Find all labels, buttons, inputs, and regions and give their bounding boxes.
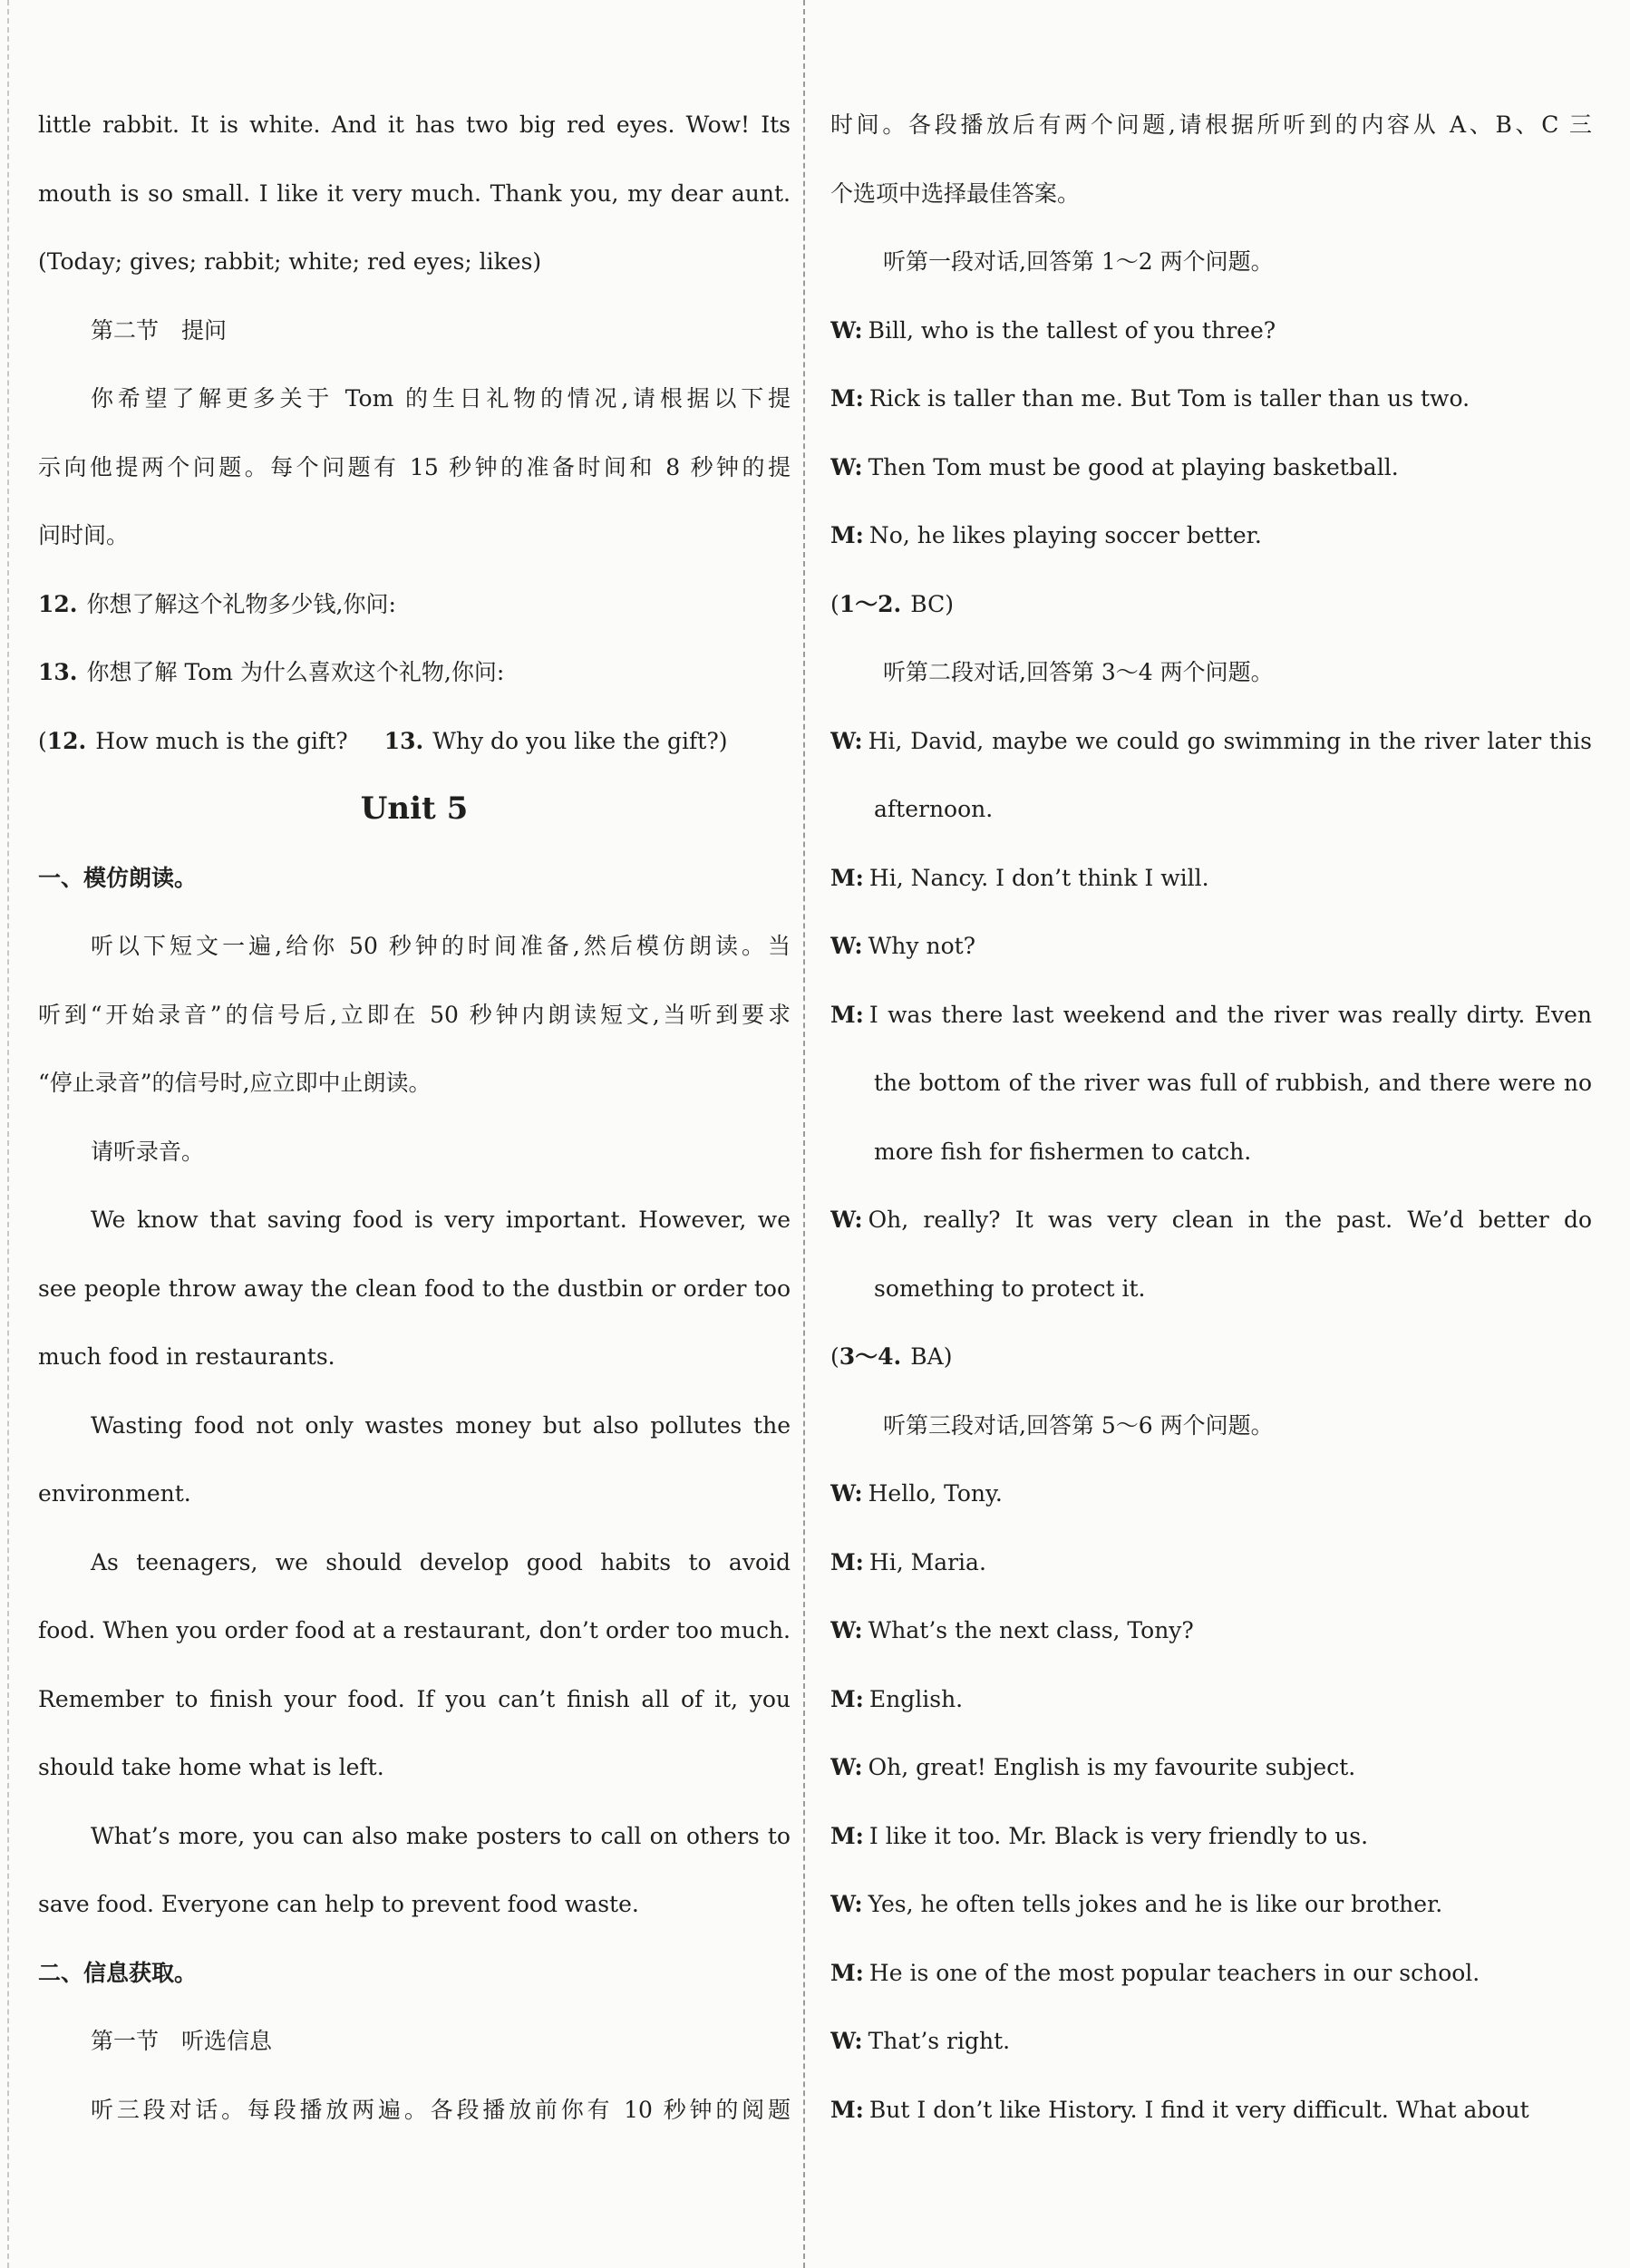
passage-line: Remember to finish your food. If you can’t finish all of it, you [38, 1685, 791, 1712]
answer-key [830, 1323, 1592, 1391]
dialog-text: Hi, Nancy. I don’t think I will. [868, 864, 1209, 891]
dialog-text: Hi, Maria. [868, 1548, 986, 1575]
answer-text: BA) [910, 1343, 953, 1370]
dialog-text: But I don’t like History. I find it very difficult. What about [868, 2096, 1529, 2123]
dialog-line [830, 707, 1592, 776]
dialog-text: afternoon. [874, 796, 994, 822]
answer-number: 3～4. [839, 1343, 902, 1370]
speaker-label: W: [830, 933, 863, 959]
dialog-text: Bill, who is the tallest of you three? [868, 316, 1276, 344]
dialog-text: What’s the next class, Tony? [868, 1617, 1194, 1643]
dialog-line [830, 433, 1592, 502]
dialog-line [830, 1939, 1592, 2008]
question-number: 13. [38, 659, 78, 685]
speaker-label: W: [830, 453, 863, 480]
speaker-label: W: [830, 316, 863, 344]
dialog-text: Rick is taller than me. But Tom is taller than us two. [868, 385, 1470, 412]
dialog-intro: 听第二段对话,回答第 3～4 两个问题。 [883, 659, 1274, 685]
paren: ( [830, 1343, 839, 1370]
speaker-label: W: [830, 727, 863, 754]
dialog-text: Hi, David, maybe we could go swimming in the river later this [868, 727, 1592, 754]
section-title: 第一节 听选信息 [91, 2028, 273, 2054]
dialog-text: That’s right. [868, 2028, 1011, 2054]
speaker-label: M: [830, 2096, 864, 2123]
question-number: 12. [38, 590, 78, 617]
question-13 [38, 638, 791, 707]
answer-number: 1～2. [839, 590, 902, 617]
dialog-line [830, 912, 1592, 981]
dialog-intro: 听第一段对话,回答第 1～2 两个问题。 [883, 248, 1274, 275]
instruction-line: 听以下短文一遍,给你 50 秒钟的时间准备,然后模仿朗读。当 [91, 933, 791, 959]
answer-key: (Today; gives; rabbit; white; red eyes; likes) [38, 248, 542, 275]
passage-line: food. When you order food at a restaurant, don’t order too much. [38, 1617, 791, 1643]
answer-key [830, 570, 1592, 639]
speaker-label: M: [830, 1959, 864, 1986]
passage-line: As teenagers, we should develop good habits to avoid [91, 1548, 791, 1575]
page-edge-rule [7, 0, 9, 2268]
dialog-text: I like it too. Mr. Black is very friendly to us. [868, 1822, 1369, 1849]
passage-line: much food in restaurants. [38, 1343, 335, 1370]
column-divider [803, 0, 805, 2268]
passage-line: see people throw away the clean food to the dustbin or order too [38, 1275, 791, 1302]
answer-key [38, 707, 791, 776]
speaker-label: M: [830, 385, 864, 412]
speaker-label: M: [830, 1001, 864, 1028]
dialog-line [830, 1049, 1592, 1118]
speaker-label: W: [830, 1617, 863, 1643]
dialog-line [830, 981, 1592, 1050]
dialog-line [830, 364, 1592, 433]
dialog-line [830, 1118, 1592, 1187]
dialog-text: something to protect it. [874, 1275, 1146, 1302]
dialog-text: He is one of the most popular teachers in our school. [868, 1959, 1480, 1986]
dialog-line [830, 296, 1592, 365]
dialog-line [830, 1596, 1592, 1665]
passage-line: save food. Everyone can help to prevent food waste. [38, 1891, 639, 1917]
dialog-text: I was there last weekend and the river was really dirty. Even [868, 1001, 1592, 1028]
dialog-line [830, 1255, 1592, 1323]
instruction-line: 个选项中选择最佳答案。 [830, 179, 1081, 207]
question-text: 你想了解这个礼物多少钱,你问: [86, 590, 396, 617]
instruction-line: 示向他提两个问题。每个问题有 15 秒钟的准备时间和 8 秒钟的提 [38, 453, 791, 480]
part-title: 二、信息获取。 [38, 1959, 198, 1986]
question-12 [38, 570, 791, 639]
part-title: 一、模仿朗读。 [38, 864, 198, 891]
dialog-line [830, 1802, 1592, 1871]
passage-line: Wasting food not only wastes money but also pollutes the [91, 1411, 791, 1439]
dialog-line [830, 1528, 1592, 1597]
passage-line: little rabbit. It is white. And it has two big red eyes. Wow! Its [38, 111, 791, 138]
instruction-line: 听到“开始录音”的信号后,立即在 50 秒钟内朗读短文,当听到要求 [38, 1001, 791, 1028]
dialog-line [830, 775, 1592, 844]
dialog-line [830, 2007, 1592, 2076]
instruction-line: 问时间。 [38, 522, 130, 548]
dialog-2 [830, 707, 1592, 1323]
instruction-line: “停止录音”的信号时,应立即中止朗读。 [38, 1070, 432, 1096]
speaker-label: W: [830, 1480, 863, 1507]
dialog-line [830, 1459, 1592, 1528]
speaker-label: W: [830, 2028, 863, 2054]
speaker-label: M: [830, 1685, 864, 1712]
instruction-line: 请听录音。 [91, 1138, 205, 1165]
answer-number: 12. [46, 727, 87, 754]
paren: ( [830, 590, 839, 617]
speaker-label: W: [830, 1207, 863, 1233]
speaker-label: W: [830, 1754, 863, 1780]
dialog-3 [830, 1459, 1592, 2144]
dialog-text: Hello, Tony. [868, 1480, 1003, 1507]
speaker-label: M: [830, 1822, 864, 1849]
dialog-text: Oh, really? It was very clean in the past. We’d better do [868, 1207, 1592, 1233]
answer-text: BC) [910, 590, 954, 617]
dialog-text: Yes, he often tells jokes and he is like our brother. [868, 1891, 1443, 1917]
dialog-line [830, 1665, 1592, 1734]
passage-line: What’s more, you can also make posters to call on others to [91, 1822, 791, 1849]
instruction-line: 听三段对话。每段播放两遍。各段播放前你有 10 秒钟的阅题 [91, 2096, 791, 2123]
dialog-line [830, 844, 1592, 913]
section-title: 第二节 提问 [91, 316, 228, 344]
unit-title: Unit 5 [360, 790, 469, 827]
question-text: 你想了解 Tom 为什么喜欢这个礼物,你问: [86, 659, 505, 685]
passage-line: environment. [38, 1480, 191, 1507]
speaker-label: W: [830, 1891, 863, 1917]
right-column [830, 91, 1592, 2232]
left-column [38, 91, 791, 2232]
dialog-text: Why not? [868, 933, 976, 959]
dialog-line [830, 1870, 1592, 1939]
speaker-label: M: [830, 1548, 864, 1575]
dialog-1 [830, 296, 1592, 570]
paren: ( [38, 727, 47, 754]
instruction-line: 时间。各段播放后有两个问题,请根据所听到的内容从 A、B、C 三 [830, 111, 1592, 138]
dialog-text: Then Tom must be good at playing basketball. [868, 453, 1399, 480]
passage-line: should take home what is left. [38, 1754, 384, 1780]
dialog-intro: 听第三段对话,回答第 5～6 两个问题。 [883, 1411, 1274, 1439]
dialog-line [830, 2076, 1592, 2145]
speaker-label: M: [830, 522, 864, 548]
answer-number: 13. [383, 727, 424, 754]
dialog-line [830, 1733, 1592, 1802]
instruction-line: 你希望了解更多关于 Tom 的生日礼物的情况,请根据以下提 [91, 385, 791, 412]
passage-line: We know that saving food is very important. However, we [91, 1207, 791, 1233]
answer-text: Why do you like the gift?) [432, 727, 728, 754]
dialog-text: No, he likes playing soccer better. [868, 522, 1262, 548]
dialog-text: more fish for fishermen to catch. [874, 1138, 1252, 1165]
dialog-text: Oh, great! English is my favourite subject. [868, 1754, 1356, 1780]
dialog-text: English. [868, 1685, 964, 1712]
dialog-line [830, 1186, 1592, 1255]
dialog-text: the bottom of the river was full of rubbish, and there were no [874, 1070, 1592, 1096]
speaker-label: M: [830, 864, 864, 891]
answer-text: How much is the gift? [95, 727, 348, 754]
passage-line: mouth is so small. I like it very much. Thank you, my dear aunt. [38, 179, 791, 207]
dialog-line [830, 501, 1592, 570]
